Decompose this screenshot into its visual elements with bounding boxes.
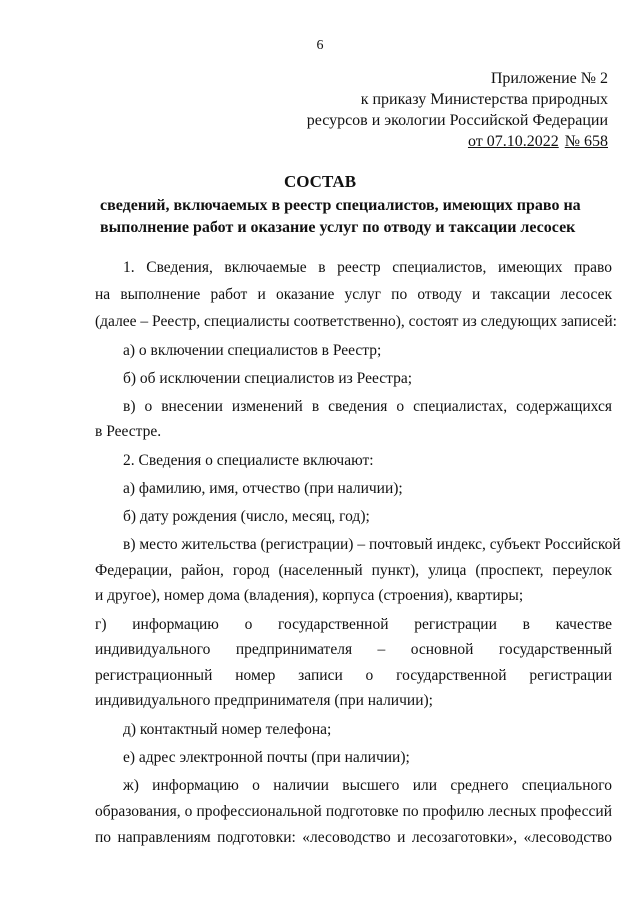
- appendix-order-line: к приказу Министерства природных: [360, 91, 608, 108]
- order-number: № 658: [564, 133, 608, 150]
- list-item-v: в) место жительства (регистрации) – почтовый индекс, субъект Российской: [123, 536, 621, 553]
- appendix-title: Приложение № 2: [490, 70, 608, 87]
- document-title: СОСТАВ: [283, 172, 357, 191]
- page-number: 6: [316, 38, 324, 53]
- list-item-a: а) о включении специалистов в Реестр;: [123, 342, 382, 359]
- list-item-zh-cont: образования, о профессиональной подготовке по профилю лесных профессий: [95, 803, 612, 820]
- list-item-g-cont: индивидуального предпринимателя (при наличии);: [95, 692, 433, 709]
- list-item-v: в) о внесении изменений в сведения о специалистах, содержащихся: [123, 398, 612, 415]
- list-item-e: е) адрес электронной почты (при наличии);: [123, 749, 410, 766]
- appendix-header: [307, 68, 608, 152]
- paragraph-2-line: 2. Сведения о специалисте включают:: [123, 452, 374, 469]
- list-item-b: б) об исключении специалистов из Реестра;: [123, 370, 413, 387]
- subtitle-line: сведений, включаемых в реестр специалистов, имеющих право на: [100, 197, 581, 214]
- list-item-d: д) контактный номер телефона;: [123, 721, 332, 738]
- list-item-zh-cont: по направлениям подготовки: «лесоводство и лесозаготовки», «лесоводство: [95, 829, 612, 846]
- list-item-g: г) информацию о государственной регистрации в качестве: [95, 616, 612, 633]
- list-item-g-cont: индивидуального предпринимателя – основной государственный: [95, 641, 612, 658]
- list-item-v-cont: Федерации, район, город (населенный пункт), улица (проспект, переулок: [95, 562, 612, 579]
- order-date: от 07.10.2022: [467, 133, 559, 150]
- list-item-zh: ж) информацию о наличии высшего или среднего специального: [123, 777, 612, 794]
- paragraph-1-line: на выполнение работ и оказание услуг по отводу и таксации лесосек: [95, 286, 612, 303]
- paragraph-1-line: 1. Сведения, включаемые в реестр специалистов, имеющих право: [123, 259, 612, 276]
- appendix-ministry-line: ресурсов и экологии Российской Федерации: [306, 112, 608, 129]
- list-item-v-cont: и другое), номер дома (владения), корпуса (строения), квартиры;: [95, 587, 524, 604]
- subtitle-line: выполнение работ и оказание услуг по отводу и таксации лесосек: [100, 219, 576, 236]
- document-subtitle: [100, 195, 581, 239]
- list-item-a: а) фамилию, имя, отчество (при наличии);: [123, 480, 403, 497]
- list-item-g-cont: регистрационный номер записи о государственной регистрации: [95, 667, 612, 684]
- paragraph-1-line: (далее – Реестр, специалисты соответственно), состоят из следующих записей:: [95, 313, 617, 330]
- list-item-v-cont: в Реестре.: [95, 423, 162, 440]
- list-item-b: б) дату рождения (число, месяц, год);: [123, 508, 370, 525]
